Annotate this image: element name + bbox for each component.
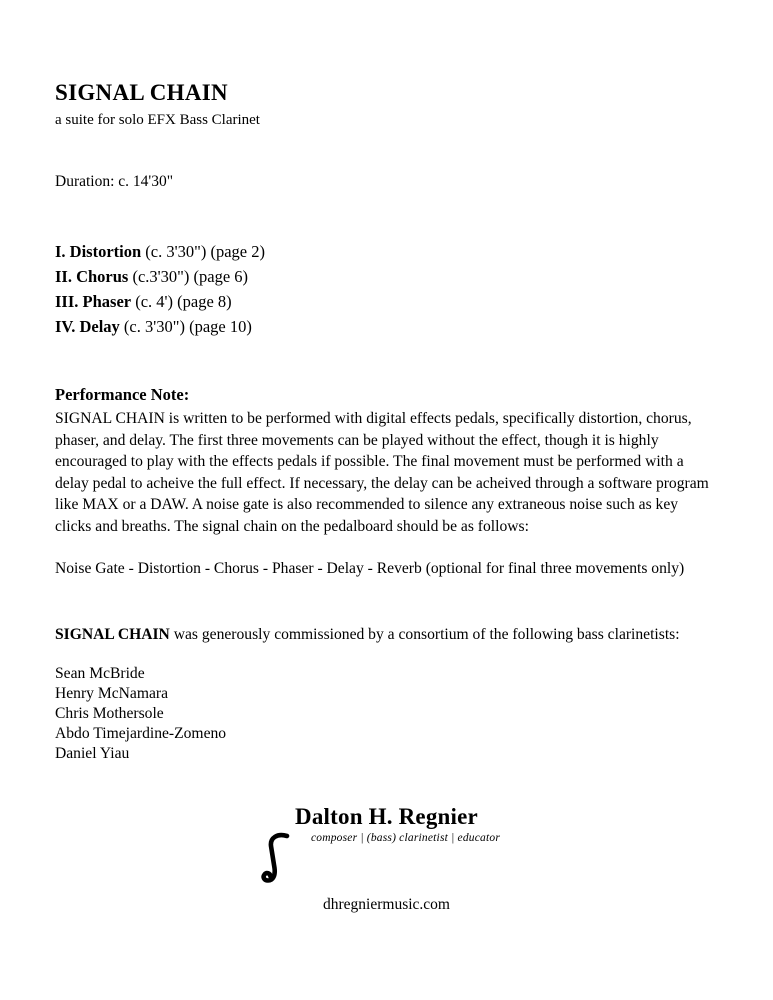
movement-detail: (c. 4') (page 8): [131, 292, 232, 312]
movement-detail: (c. 3'30") (page 10): [119, 317, 252, 337]
clarinetist-name: Chris Mothersole: [55, 705, 164, 723]
composer-name: Dalton H. Regnier: [295, 804, 478, 830]
website-text: dhregniermusic.com: [323, 896, 450, 914]
commission-text: was generously commissioned by a consortium of the following bass clarinetists:: [169, 625, 680, 643]
commission-paragraph: [55, 624, 695, 646]
movement-item: [55, 264, 718, 289]
page-subtitle: a suite for solo EFX Bass Clarinet: [55, 112, 260, 129]
clarinetist-name: Sean McBride: [55, 665, 145, 683]
movement-name: III. Phaser: [55, 292, 132, 312]
clarinetist-name: Henry McNamara: [55, 685, 169, 703]
page-title: SIGNAL CHAIN: [55, 80, 228, 105]
bass-clarinet-icon: [260, 832, 298, 890]
movement-list: [55, 239, 718, 339]
clarinetist-name: Daniel Yiau: [55, 745, 130, 763]
movement-detail: (c. 3'30") (page 2): [141, 242, 265, 262]
signal-chain-line: Noise Gate - Distortion - Chorus - Phaser - Delay - Reverb (optional for final three movements only): [55, 560, 685, 578]
clarinetist-name: Abdo Timejardine-Zomeno: [55, 725, 227, 743]
performance-note-heading: Performance Note:: [55, 385, 190, 405]
movement-item: [55, 289, 718, 314]
movement-name: IV. Delay: [55, 317, 120, 337]
movement-item: [55, 239, 718, 264]
clarinetist-list: [55, 664, 718, 764]
footer-logo-block: [55, 804, 718, 914]
composer-tagline: composer | (bass) clarinetist | educator: [310, 832, 501, 845]
movement-name: I. Distortion: [55, 242, 142, 262]
movement-name: II. Chorus: [55, 267, 129, 287]
performance-note-body: SIGNAL CHAIN is written to be performed with digital effects pedals, specifically distortion, chorus, phaser, and delay. The first three movements can be played without the effect, though it is highly encouraged to play with the effects pedals if possible. The final movement must be performed with a delay pedal to acheive the full effect. If necessary, the delay can be acheived through a software program like MAX or a DAW. A noise gate is also recommended to silence any extraneous noise such as key clicks and breaths. The signal chain on the pedalboard should be as follows:: [55, 410, 709, 535]
commission-title: SIGNAL CHAIN: [55, 625, 170, 643]
movement-item: [55, 314, 718, 339]
duration-line: Duration: c. 14'30": [55, 173, 174, 191]
movement-detail: (c.3'30") (page 6): [128, 267, 249, 287]
